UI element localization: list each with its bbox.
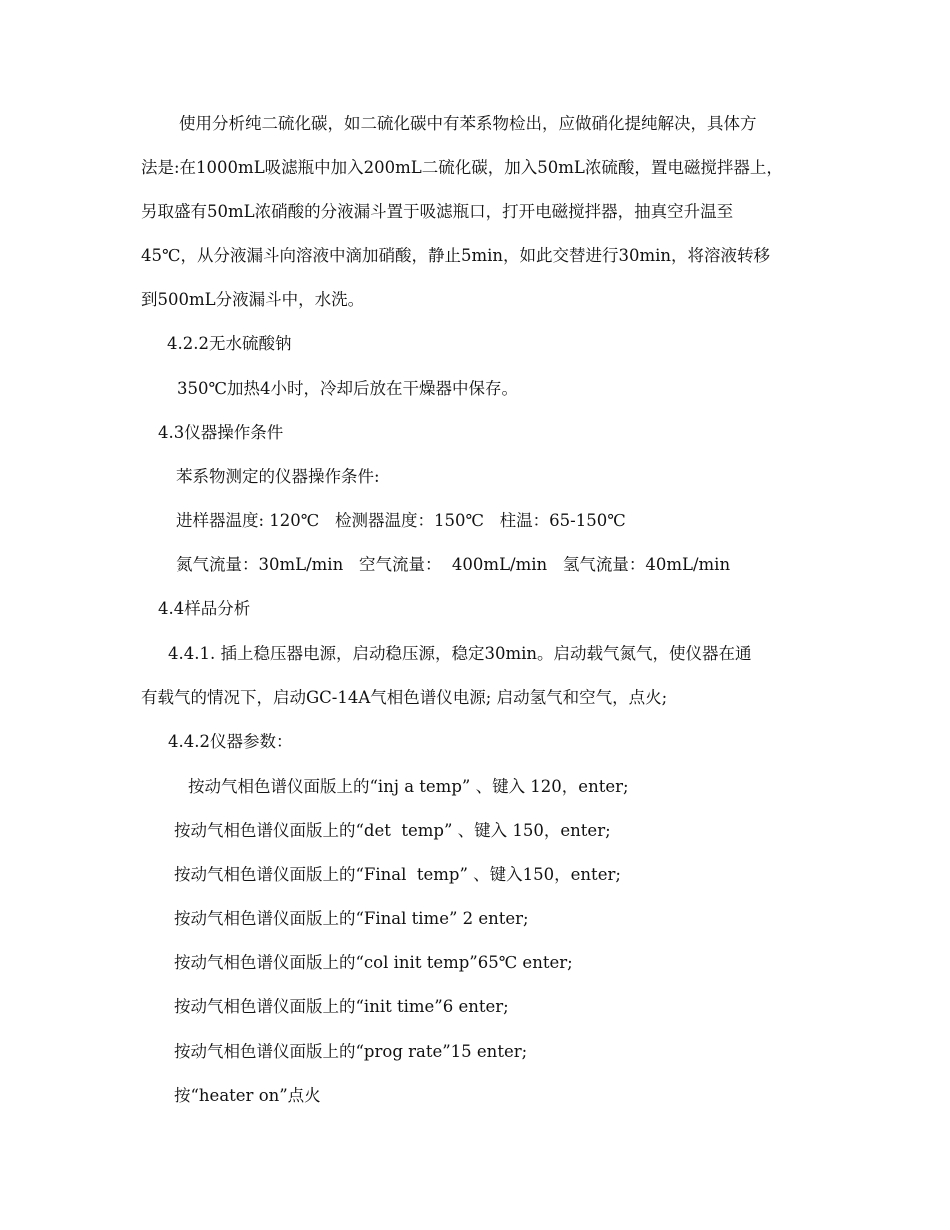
step-det-temp: 按动气相色谱仪面版上的“det temp” 、键入 150，enter;	[174, 821, 611, 840]
paragraph-cs2-purification-line-5: 到500mL分液漏斗中，水洗。	[141, 290, 365, 309]
paragraph-cs2-purification-line-3: 另取盛有50mL浓硝酸的分液漏斗置于吸滤瓶口，打开电磁搅拌器，抽真空升温至	[141, 202, 734, 221]
step-final-temp: 按动气相色谱仪面版上的“Final temp” 、键入150，enter;	[174, 865, 621, 884]
heading-4-3: 4.3仪器操作条件	[158, 423, 284, 442]
heading-4-2-2: 4.2.2无水硫酸钠	[167, 334, 292, 353]
paragraph-4-4-1-line-2: 有载气的情况下，启动GC-14A气相色谱仪电源; 启动氢气和空气，点火;	[141, 688, 668, 707]
paragraph-temperatures: 进样器温度: 120℃ 检测器温度：150℃ 柱温：65-150℃	[176, 511, 626, 530]
paragraph-operating-conditions: 苯系物测定的仪器操作条件:	[176, 467, 380, 486]
step-heater-on: 按“heater on”点火	[174, 1086, 321, 1105]
paragraph-cs2-purification-line-1: 使用分析纯二硫化碳，如二硫化碳中有苯系物检出，应做硝化提纯解决，具体方	[179, 114, 757, 133]
paragraph-gas-flows: 氮气流量：30mL/min 空气流量： 400mL/min 氢气流量：40mL/min	[176, 555, 731, 574]
paragraph-cs2-purification-line-2: 法是:在1000mL吸滤瓶中加入200mL二硫化碳，加入50mL浓硫酸，置电磁搅拌器上，	[141, 158, 783, 177]
step-col-init-temp: 按动气相色谱仪面版上的“col init temp”65℃ enter;	[174, 953, 573, 972]
heading-4-4: 4.4样品分析	[158, 599, 251, 618]
step-init-time: 按动气相色谱仪面版上的“init time”6 enter;	[174, 997, 509, 1016]
step-final-time: 按动气相色谱仪面版上的“Final time” 2 enter;	[174, 909, 529, 928]
paragraph-sodium-sulfate: 350℃加热4小时，冷却后放在干燥器中保存。	[177, 379, 518, 398]
step-inj-temp: 按动气相色谱仪面版上的“inj a temp” 、键入 120，enter;	[188, 777, 629, 796]
step-prog-rate: 按动气相色谱仪面版上的“prog rate”15 enter;	[174, 1042, 528, 1061]
paragraph-4-4-1-line-1: 4.4.1. 插上稳压器电源，启动稳压源，稳定30min。启动载气氮气，使仪器在通	[168, 644, 752, 663]
paragraph-cs2-purification-line-4: 45℃，从分液漏斗向溶液中滴加硝酸，静止5min，如此交替进行30min，将溶液转移	[141, 246, 771, 265]
heading-4-4-2: 4.4.2仪器参数：	[168, 732, 293, 751]
